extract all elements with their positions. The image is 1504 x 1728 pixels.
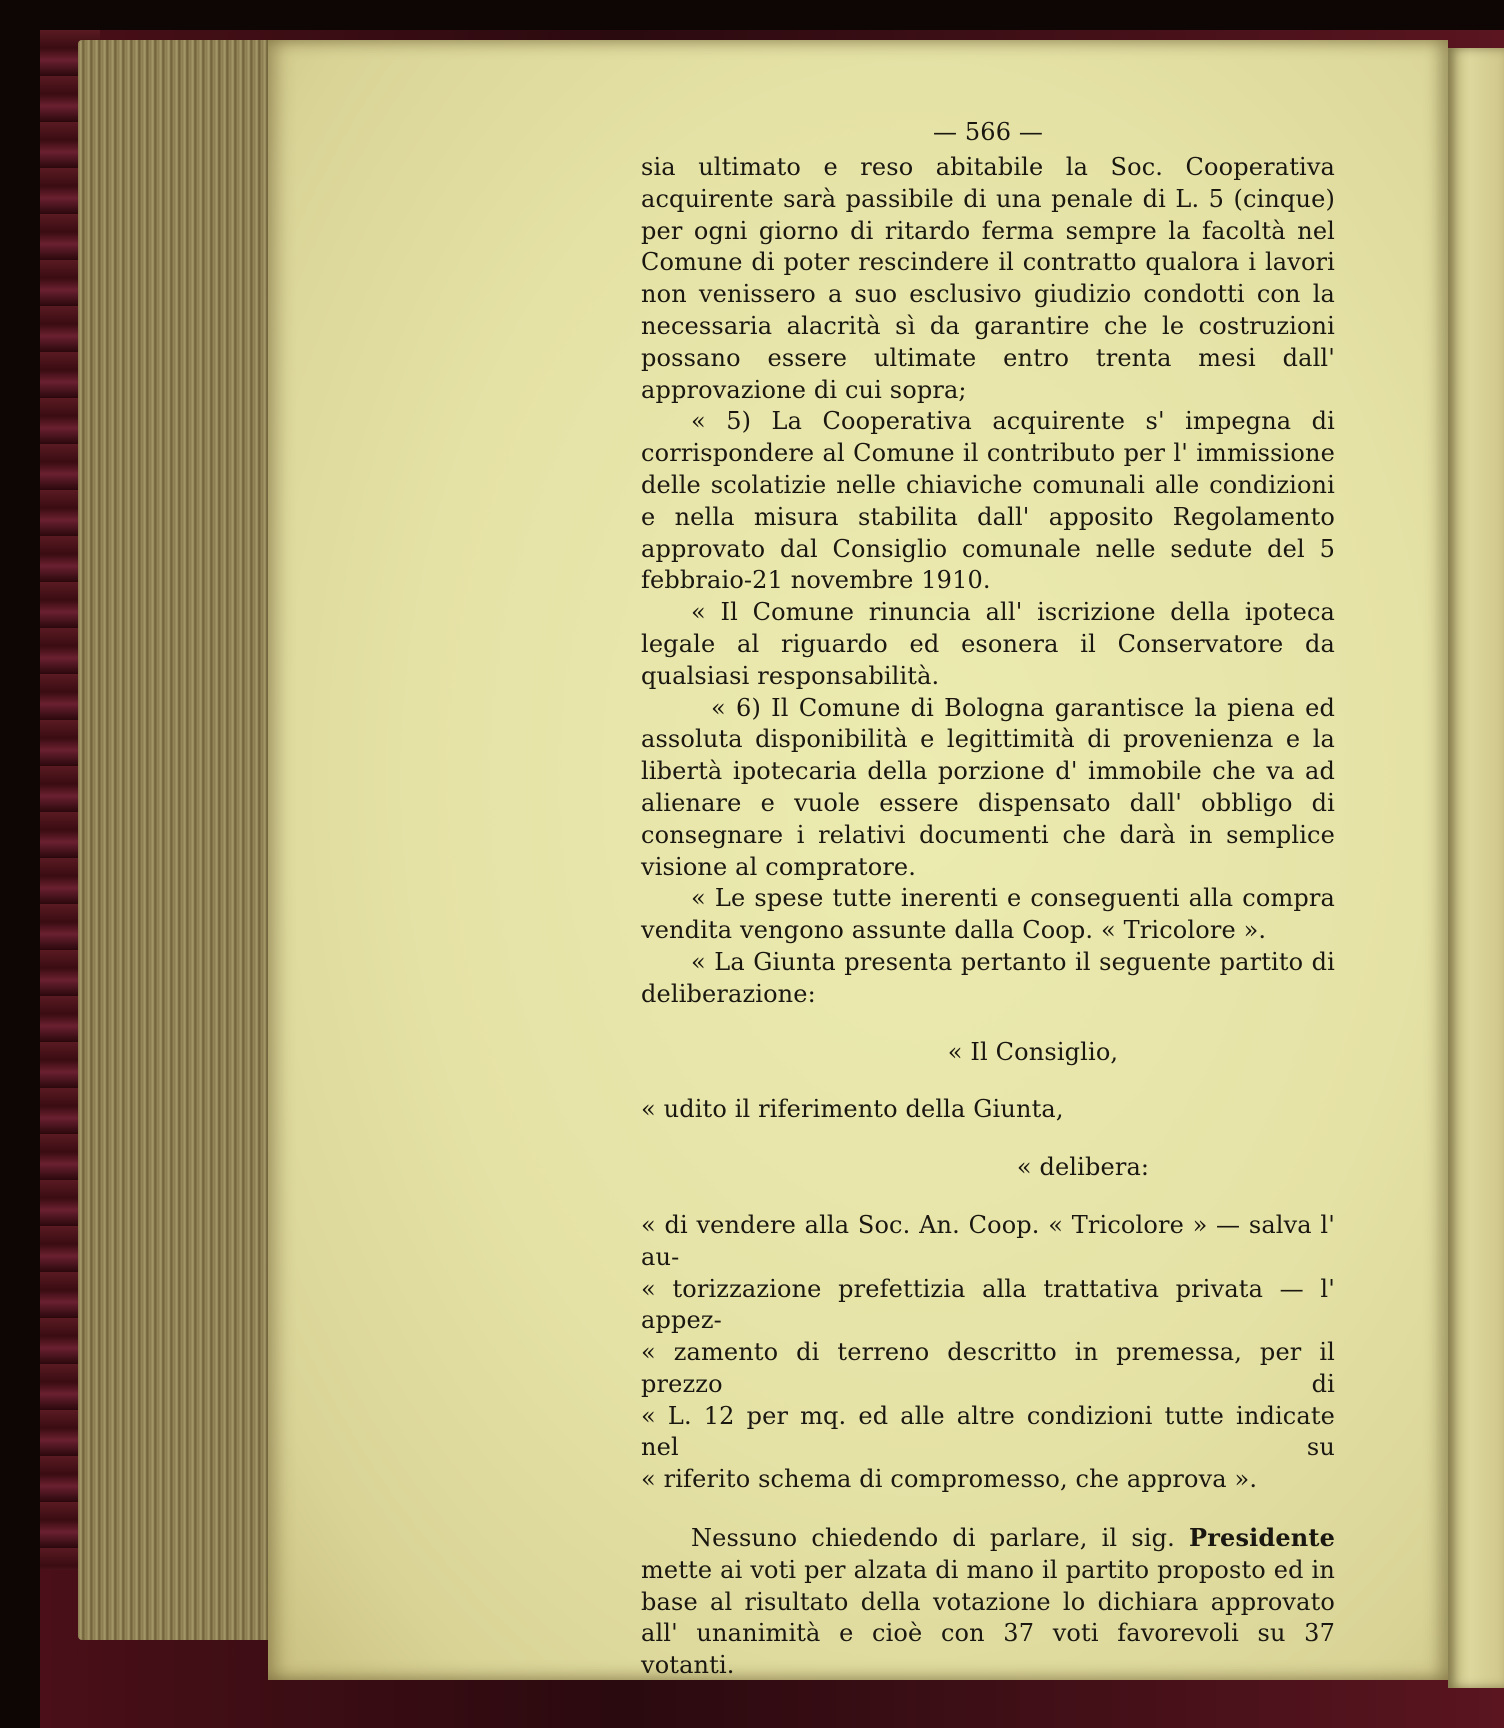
resolution-line: « di vendere alla Soc. An. Coop. « Tricolore » — salva l' au-	[641, 1210, 1335, 1271]
resolution-line: « riferito schema di compromesso, che approva ».	[641, 1465, 1258, 1494]
paragraph-1: sia ultimato e reso abitabile la Soc. Cooperativa acquirente sarà passibile di una penale di L. 5 (cinque) per ogni giorno di ritardo ferma sempre la facoltà nel Comune di poter rescindere il contratto qualora i lavori non venissero a suo esclusivo giudizio condotti con la necessaria alacrità sì da garantire che le costruzioni possano essere ultimate entro trenta mesi dall' approvazione di cui sopra;	[641, 153, 1335, 404]
page-edges	[78, 40, 278, 1640]
facing-page-edge	[1448, 48, 1504, 1688]
closing-text-before: Nessuno chiedendo di parlare, il sig.	[691, 1524, 1190, 1553]
il-consiglio-line: « Il Consiglio,	[947, 1037, 1119, 1066]
delibera-line: « delibera:	[1016, 1153, 1150, 1182]
page-number: — 566 —	[932, 118, 1044, 146]
resolution-line: « L. 12 per mq. ed alle altre condizioni tutte indicate nel su	[641, 1401, 1335, 1462]
paragraph-6: « La Giunta presenta pertanto il seguente partito di deliberazione:	[641, 947, 1335, 1008]
paragraph-4: « 6) Il Comune di Bologna garantisce la piena ed assoluta disponibilità e legittimità di provenienza e la libertà ipotecaria della porzione d' immobile che va ad alienare e vuole essere dispensato dall' obbligo di consegnare i relativi documenti che darà in semplice visione al compratore.	[641, 693, 1335, 881]
resolution-line: « torizzazione prefettizia alla trattativa privata — l' appez-	[641, 1274, 1335, 1335]
paragraph-3: « Il Comune rinuncia all' iscrizione della ipoteca legale al riguardo ed esonera il Conservatore da qualsiasi responsabilità.	[641, 598, 1335, 690]
udito-line: « udito il riferimento della Giunta,	[641, 1095, 1064, 1124]
presidente-label: Presidente	[1189, 1523, 1335, 1553]
resolution-block	[641, 1210, 1335, 1496]
page-text	[641, 112, 1335, 1682]
paragraph-5: « Le spese tutte inerenti e conseguenti alla compra vendita vengono assunte dalla Coop. « Tricolore ».	[641, 884, 1335, 945]
paragraph-2: « 5) La Cooperativa acquirente s' impegna di corrispondere al Comune il contributo per l' immissione delle scolatizie nelle chiaviche comunali alle condizioni e nella misura stabilita dall' apposito Regolamento approvato dal Consiglio comunale nelle sedute del 5 febbraio-21 novembre 1910.	[641, 407, 1335, 595]
closing-paragraph	[641, 1522, 1335, 1682]
closing-text-after: mette ai voti per alzata di mano il partito proposto ed in base al risultato della votazione lo dichiara approvato all' unanimità e cioè con 37 voti favorevoli su 37 votanti.	[641, 1555, 1335, 1680]
resolution-line: « zamento di terreno descritto in premessa, per il prezzo di	[641, 1338, 1335, 1398]
